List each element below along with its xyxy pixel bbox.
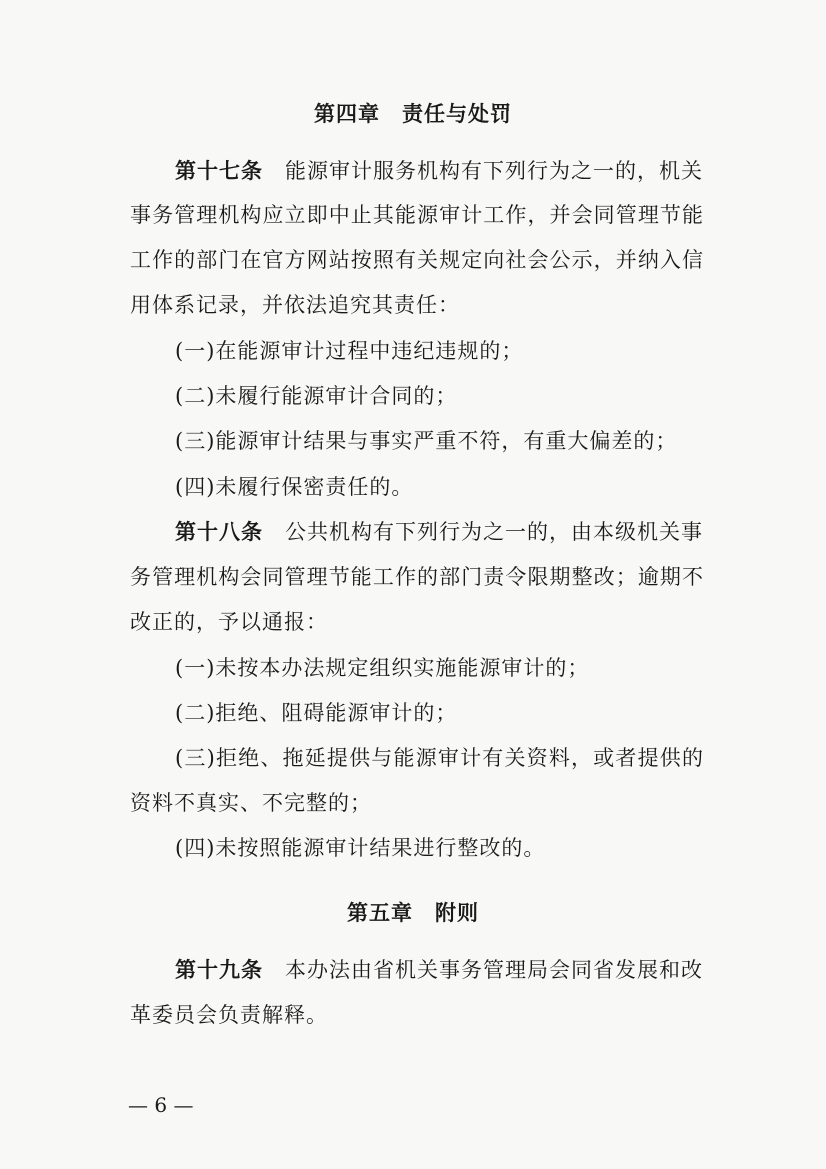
chapter-4-title: 第四章 责任与处罚 <box>314 102 512 126</box>
article-17-first-line <box>175 157 703 185</box>
article-18-item-4: (四)未按照能源审计结果进行整改的。 <box>175 836 546 860</box>
article-18-line-3: 改正的，予以通报： <box>130 610 328 634</box>
chapter-5-title: 第五章 附则 <box>347 901 479 925</box>
article-19-label: 第十九条 <box>175 958 263 982</box>
article-18-item-3-cont: 资料不真实、不完整的； <box>130 791 372 815</box>
article-17-line-4: 用体系记录，并依法追究其责任： <box>130 293 460 317</box>
article-19-line-2: 革委员会负责解释。 <box>130 1003 328 1027</box>
article-17-line-2: 事务管理机构应立即中止其能源审计工作，并会同管理节能 <box>130 203 704 227</box>
article-18-item-3: (三)拒绝、拖延提供与能源审计有关资料，或者提供的 <box>175 746 704 770</box>
article-18-first-line <box>175 518 703 546</box>
article-17-item-1: (一)在能源审计过程中违纪违规的； <box>175 339 524 363</box>
article-18-label: 第十八条 <box>175 520 263 544</box>
article-18-item-2: (二)拒绝、阻碍能源审计的； <box>175 701 458 725</box>
article-17-item-3: (三)能源审计结果与事实严重不符，有重大偏差的； <box>175 429 678 453</box>
article-19-first-line <box>175 956 703 984</box>
article-17-item-2: (二)未履行能源审计合同的； <box>175 384 458 408</box>
article-18-line-2: 务管理机构会同管理节能工作的部门责令限期整改；逾期不 <box>130 565 704 589</box>
article-19-line-1: 本办法由省机关事务管理局会同省发展和改 <box>285 958 703 982</box>
article-17-label: 第十七条 <box>175 159 263 183</box>
article-18-item-1: (一)未按本办法规定组织实施能源审计的； <box>175 656 590 680</box>
article-17-item-4: (四)未履行保密责任的。 <box>175 475 414 499</box>
article-17-line-3: 工作的部门在官方网站按照有关规定向社会公示，并纳入信 <box>130 248 704 272</box>
article-18-line-1: 公共机构有下列行为之一的，由本级机关事 <box>285 520 703 544</box>
page-number: — 6 — <box>128 1093 194 1117</box>
article-17-line-1: 能源审计服务机构有下列行为之一的，机关 <box>285 159 703 183</box>
